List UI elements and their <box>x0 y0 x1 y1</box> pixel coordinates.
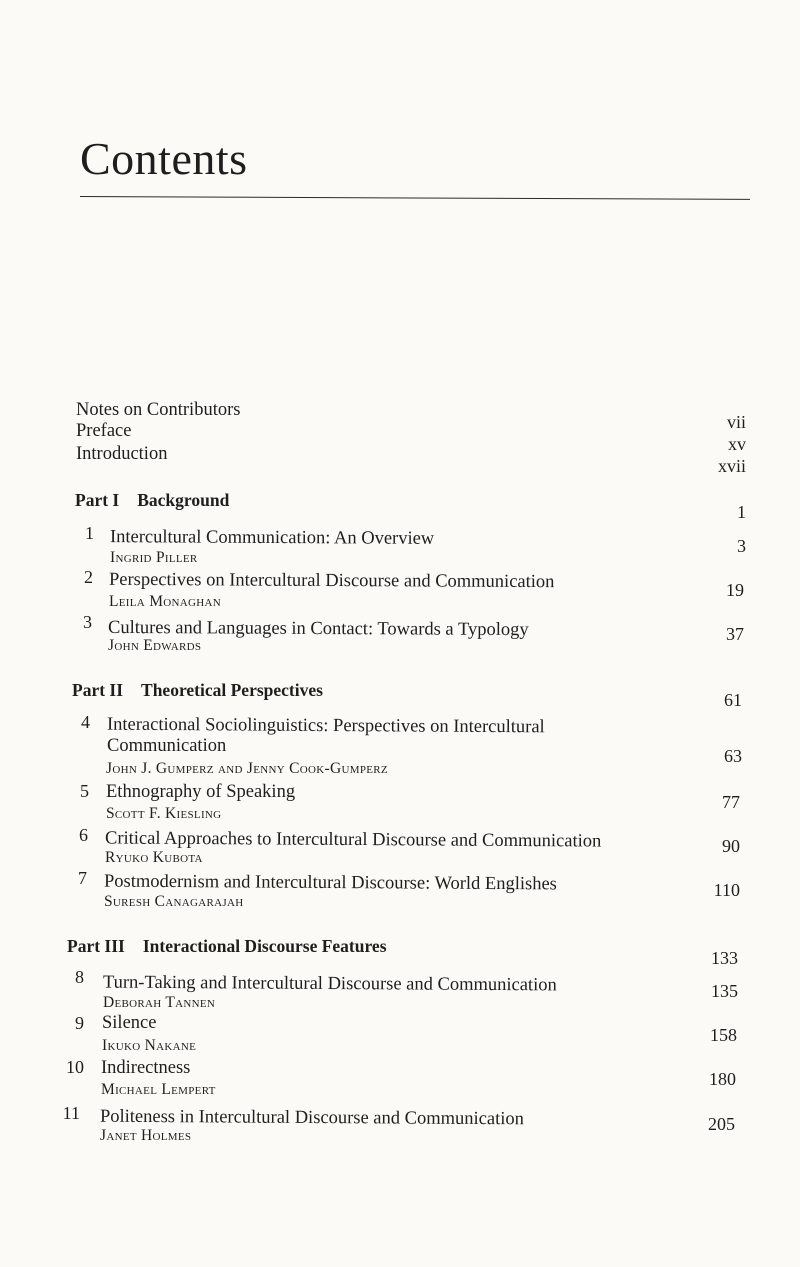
chapter-number: 7 <box>78 868 87 888</box>
chapter-number: 6 <box>79 825 88 845</box>
page-number: 158 <box>710 1025 737 1045</box>
chapter-number: 4 <box>81 712 90 732</box>
chapter-author: Michael Lempert <box>101 1081 216 1098</box>
page-number: vii <box>726 412 746 432</box>
chapter-number: 2 <box>84 567 93 587</box>
chapter-number: 10 <box>66 1057 84 1077</box>
page-number: 205 <box>708 1114 735 1134</box>
chapter-number: 3 <box>83 612 92 632</box>
chapter-author: Ryuko Kubota <box>105 849 203 866</box>
page-number: 133 <box>711 948 738 968</box>
chapter-title[interactable]: Interactional Sociolinguistics: Perspectives on Intercultural <box>106 714 545 738</box>
chapter-author: Janet Holmes <box>100 1127 192 1144</box>
chapter-number: 8 <box>75 967 84 987</box>
chapter-title[interactable]: Ethnography of Speaking <box>106 782 296 802</box>
chapter-author: Deborah Tannen <box>103 994 216 1011</box>
page-number: 3 <box>737 536 746 556</box>
toc-entry-introduction[interactable]: Introduction <box>76 444 168 464</box>
chapter-title[interactable]: Cultures and Languages in Contact: Towards a Typology <box>107 617 529 641</box>
title-rule <box>80 196 750 200</box>
part-label: Part I <box>75 490 120 510</box>
part-title: Theoretical Perspectives <box>141 680 323 700</box>
page-number: 63 <box>724 746 742 766</box>
chapter-title-continued[interactable]: Communication <box>107 736 227 756</box>
toc-entry-notes[interactable]: Notes on Contributors <box>76 400 241 420</box>
page-number: 110 <box>713 880 740 900</box>
chapter-number: 9 <box>75 1013 84 1033</box>
chapter-number: 11 <box>62 1103 80 1123</box>
page-number: 19 <box>726 580 744 600</box>
chapter-author: Leila Monaghan <box>109 593 221 610</box>
chapter-title[interactable]: Indirectness <box>101 1058 191 1078</box>
chapter-author: Ingrid Piller <box>110 549 198 566</box>
part-title: Background <box>137 490 230 510</box>
page-number: 1 <box>737 502 746 522</box>
chapter-title[interactable]: Critical Approaches to Intercultural Discourse and Communication <box>104 828 602 852</box>
chapter-author: Scott F. Kiesling <box>106 805 222 822</box>
part-title: Interactional Discourse Features <box>142 936 387 956</box>
chapter-title[interactable]: Perspectives on Intercultural Discourse and Communication <box>108 569 555 593</box>
toc-entry-preface[interactable]: Preface <box>76 421 132 441</box>
chapter-author: Ikuko Nakane <box>102 1037 197 1054</box>
chapter-author: John Edwards <box>108 637 202 654</box>
page-number: 77 <box>722 792 740 812</box>
page-number: 61 <box>724 690 742 710</box>
chapter-number: 5 <box>80 781 89 801</box>
part-heading[interactable] <box>72 680 323 701</box>
page-number: xv <box>728 434 746 454</box>
chapter-title[interactable]: Turn-Taking and Intercultural Discourse and Communication <box>102 972 557 996</box>
chapter-title[interactable]: Postmodernism and Intercultural Discourse: World Englishes <box>103 871 557 895</box>
page-number: 135 <box>711 981 738 1001</box>
page-number: 90 <box>722 836 740 856</box>
chapter-author: John J. Gumperz and Jenny Cook-Gumperz <box>106 760 388 777</box>
chapter-author: Suresh Canagarajah <box>104 893 244 910</box>
part-heading[interactable] <box>75 490 229 511</box>
part-label: Part II <box>72 680 124 700</box>
page-number: 180 <box>709 1069 736 1089</box>
page-number: 37 <box>726 624 744 644</box>
page-title: Contents <box>80 133 248 184</box>
chapter-title[interactable]: Politeness in Intercultural Discourse and Communication <box>99 1106 524 1130</box>
page-number: xvii <box>717 456 746 476</box>
part-label: Part III <box>67 936 125 956</box>
chapter-title[interactable]: Intercultural Communication: An Overview <box>109 527 435 549</box>
part-heading[interactable] <box>67 936 387 957</box>
chapter-number: 1 <box>85 523 94 543</box>
chapter-title[interactable]: Silence <box>102 1013 157 1033</box>
